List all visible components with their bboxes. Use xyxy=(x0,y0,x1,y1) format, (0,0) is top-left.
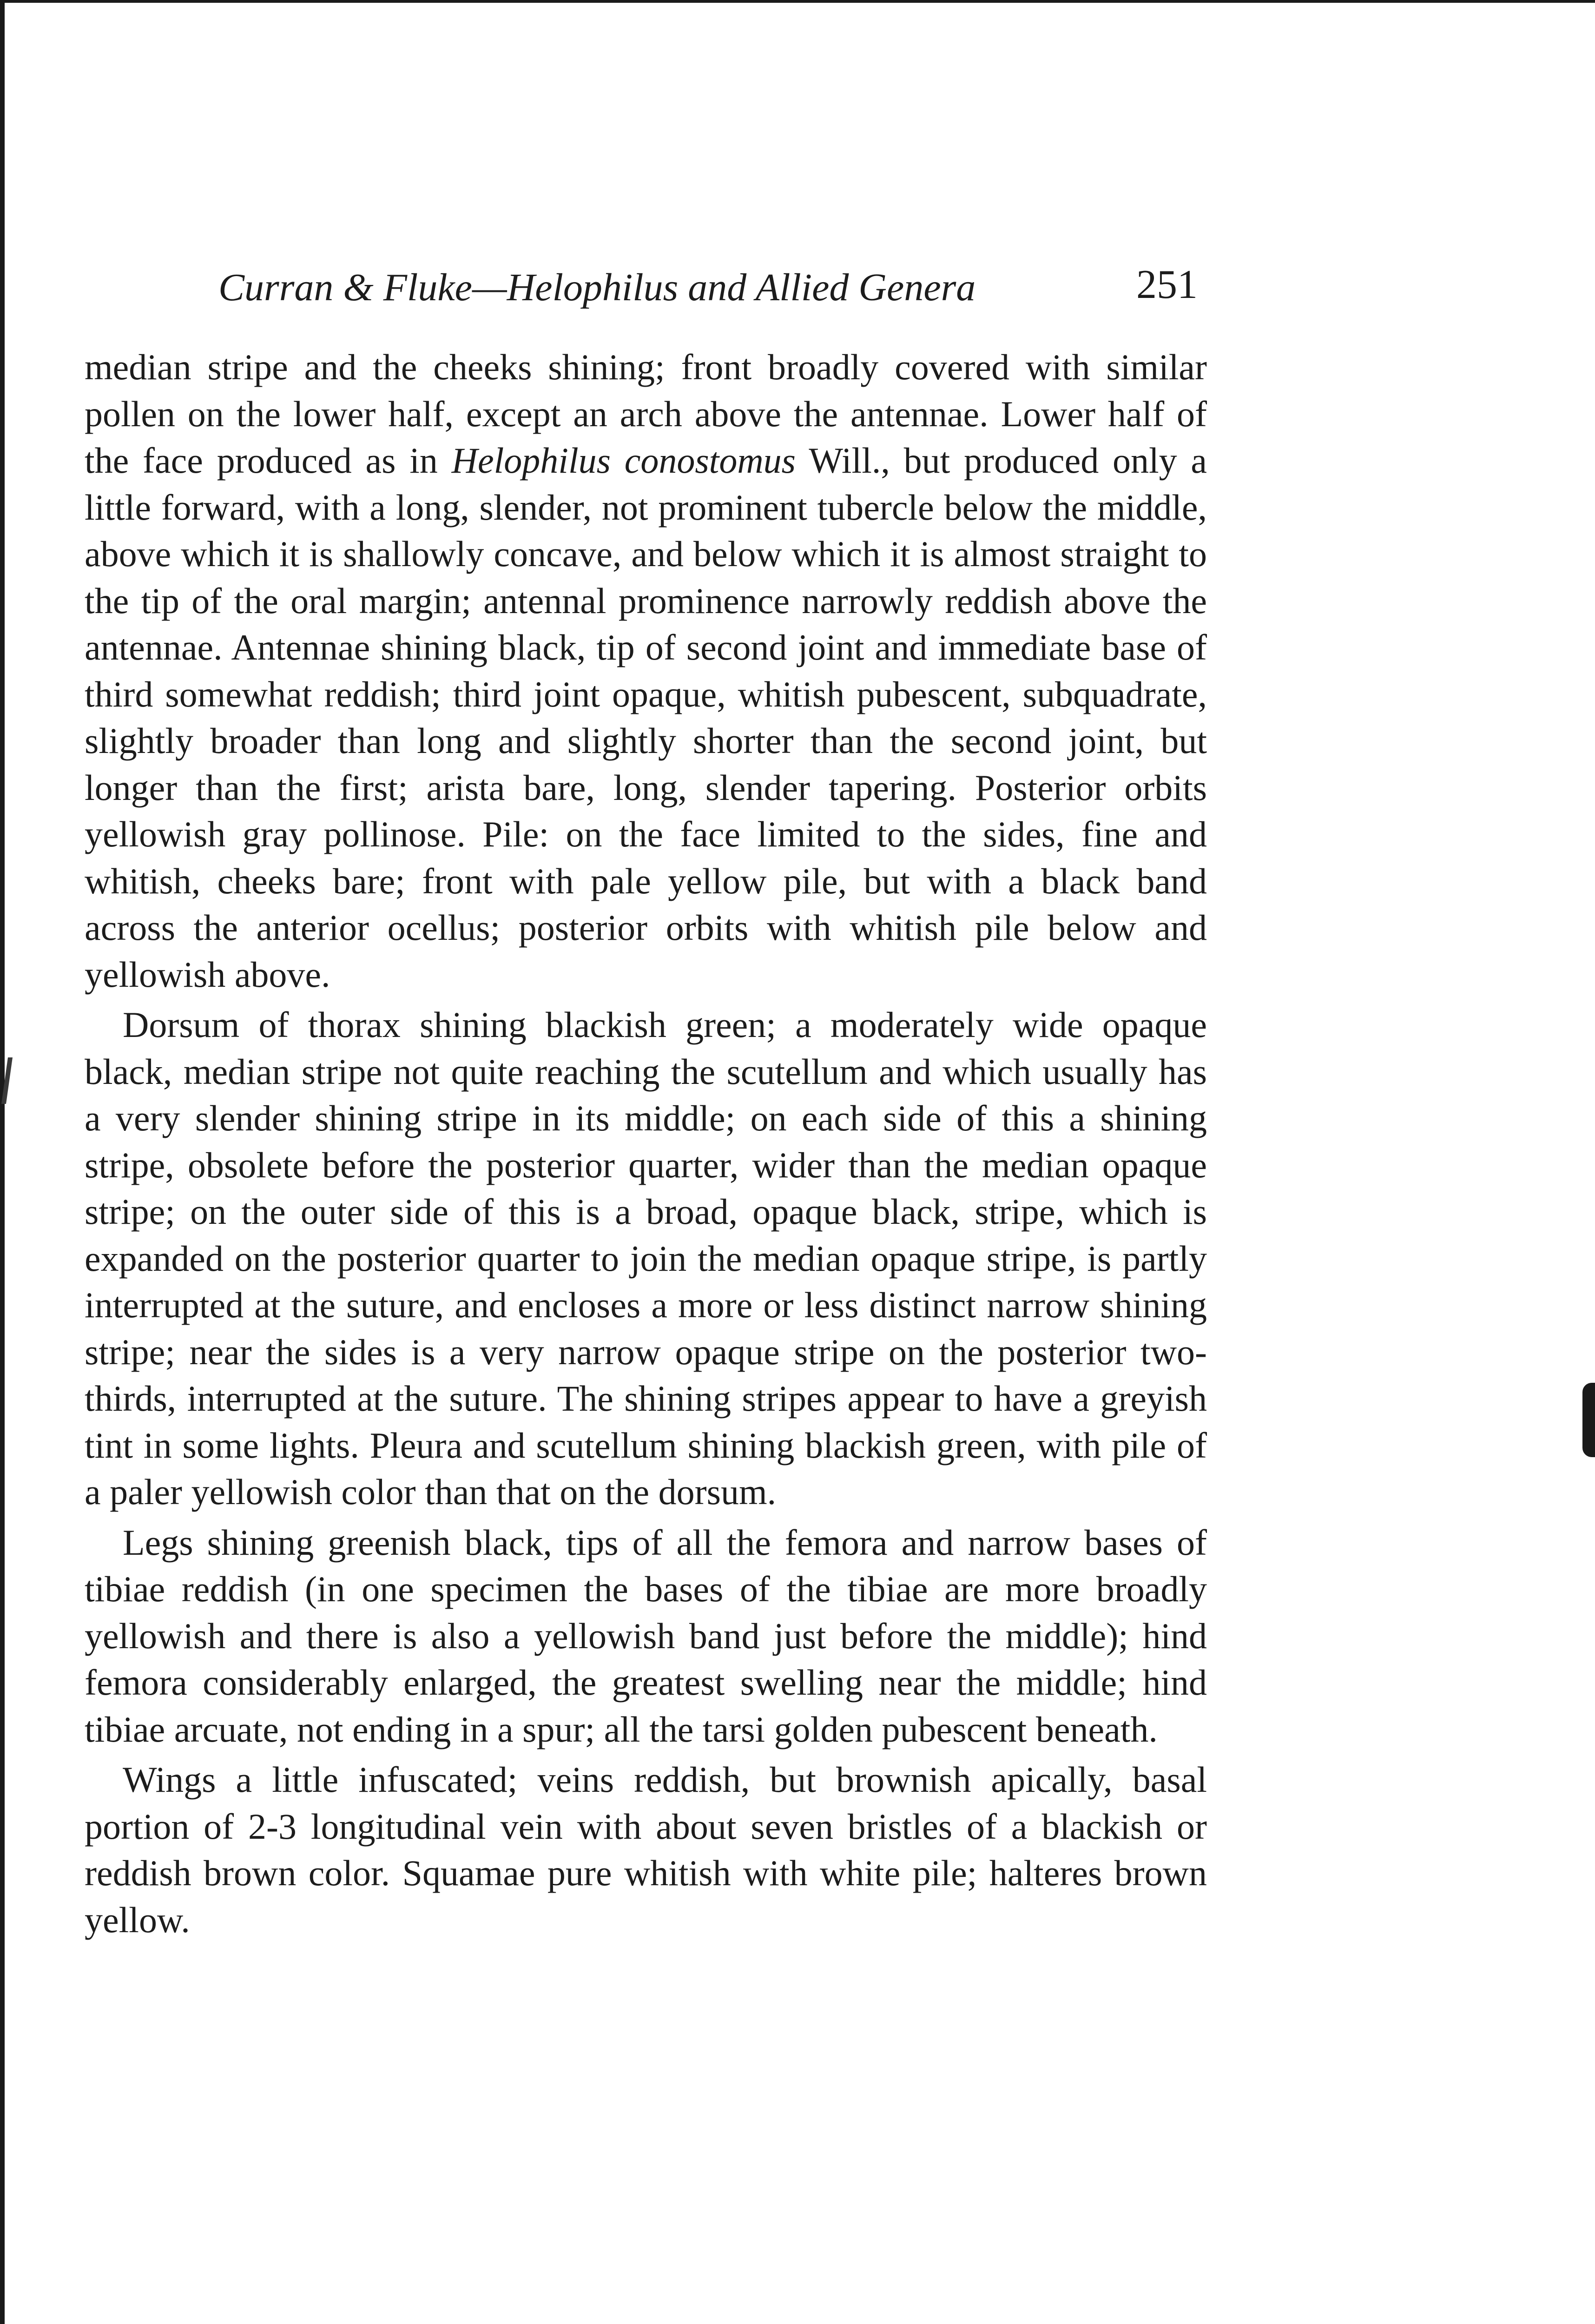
text-run: median stripe and the cheeks shining; front broadly covered with similar pollen on the lower half, except an arch above the antennae. Lower half of the face produced as in xyxy=(85,347,1207,481)
paragraph-head-description xyxy=(85,344,1207,998)
scan-border-left xyxy=(0,0,5,2324)
scan-border-top xyxy=(0,0,1595,3)
text-run: Will., but produced only a little forward, with a long, slender, not prominent tubercle below the middle, above which it is shallowly concave, and below which it is almost straight to the tip of the oral margin; antennal prominence narrowly reddish above the antennae. Antennae shining black, tip of second joint and immediate base of third somewhat reddish; third joint opaque, whitish pubescent, subquadrate, slightly broader than long and slightly shorter than the second joint, but longer than the first; arista bare, long, slender tapering. Posterior orbits yellowish gray pollinose. Pile: on the face limited to the sides, fine and whitish, cheeks bare; front with pale yellow pile, but with a black band across the anterior ocellus; posterior orbits with whitish pile below and yellowish above. xyxy=(85,440,1207,995)
text-run: Dorsum of thorax shining blackish green; a moderately wide opaque black, median stripe not quite reaching the scutellum and which usually has a very slender shining stripe in its middle; on each side of this a shining stripe, obsolete before the posterior quarter, wider than the median opaque stripe; on the outer side of this is a broad, opaque black, stripe, which is expanded on the posterior quarter to join the median opaque stripe, is partly interrupted at the suture, and encloses a more or less distinct narrow shining stripe; near the sides is a very narrow opaque stripe on the posterior two-thirds, interrupted at the suture. The shining stripes appear to have a greyish tint in some lights. Pleura and scutellum shining blackish green, with pile of a paler yellowish color than that on the dorsum. xyxy=(85,1004,1207,1512)
running-title: Curran & Fluke—Helophilus and Allied Genera xyxy=(218,266,976,309)
page-number: 251 xyxy=(1136,262,1198,307)
scan-edge-mark xyxy=(1582,1383,1595,1457)
paragraph-legs-description xyxy=(85,1519,1207,1753)
text-run: Legs shining greenish black, tips of all the femora and narrow bases of tibiae reddish (in one specimen the bases of the tibiae are more broadly yellowish and there is also a yellowish band just before the middle); hind femora considerably enlarged, the greatest swelling near the middle; hind tibiae arcuate, not ending in a spur; all the tarsi golden pubescent beneath. xyxy=(85,1522,1207,1750)
article-body xyxy=(85,344,1207,1943)
text-run: Wings a little infuscated; veins reddish, but brownish apically, basal portion of 2-3 longitudinal vein with about seven bristles of a blackish or reddish brown color. Squamae pure whitish with white pile; halteres brown yellow. xyxy=(85,1759,1207,1940)
species-name: Helophilus conostomus xyxy=(451,440,796,481)
paragraph-wings-description xyxy=(85,1756,1207,1943)
paragraph-thorax-description xyxy=(85,1002,1207,1516)
